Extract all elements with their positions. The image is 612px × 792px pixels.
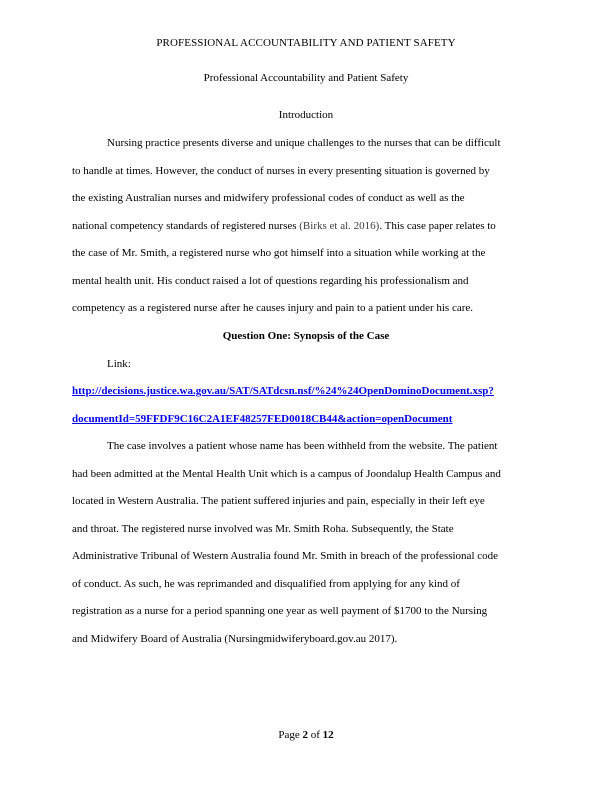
paragraph-line: the case of Mr. Smith, a registered nurse who got himself into a situation while working at the xyxy=(72,247,486,259)
introduction-paragraph xyxy=(72,130,542,323)
paragraph-line: Nursing practice presents diverse and unique challenges to the nurses that can be difficult xyxy=(107,137,501,149)
paragraph-text: national competency standards of registered nurses xyxy=(72,219,300,232)
case-link-line-2[interactable]: documentId=59FFDF9C16C2A1EF48257FED0018CB44&action=openDocument xyxy=(72,413,453,425)
paragraph-line xyxy=(72,213,542,241)
paragraph-line: of conduct. As such, he was reprimanded and disqualified from applying for any kind of xyxy=(72,577,460,590)
citation: (Birks et al. 2016) xyxy=(299,219,380,232)
paragraph-line: and throat. The registered nurse involved was Mr. Smith Roha. Subsequently, the State xyxy=(72,522,454,535)
paragraph-line: mental health unit. His conduct raised a lot of questions regarding his professionalism and xyxy=(72,274,469,287)
case-link-line-1[interactable]: http://decisions.justice.wa.gov.au/SAT/SATdcsn.nsf/%24%24OpenDominoDocument.xsp? xyxy=(72,385,494,397)
of-word: of xyxy=(310,729,320,741)
paragraph-line: had been admitted at the Mental Health Unit which is a campus of Joondalup Health Campus and xyxy=(72,467,501,480)
paragraph-line: and Midwifery Board of Australia (Nursingmidwiferyboard.gov.au 2017). xyxy=(72,632,398,645)
paragraph-line: to handle at times. However, the conduct of nurses in every presenting situation is governed by xyxy=(72,164,490,177)
paragraph-line: competency as a registered nurse after he causes injury and pain to a patient under his care. xyxy=(72,302,474,314)
introduction-heading: Introduction xyxy=(278,109,334,121)
paragraph-text: . This case paper relates to xyxy=(379,219,496,232)
synopsis-paragraph xyxy=(72,433,542,653)
paragraph-line: located in Western Australia. The patient suffered injuries and pain, especially in their left eye xyxy=(72,495,485,507)
page-number xyxy=(0,729,612,741)
link-label: Link: xyxy=(107,358,131,370)
paragraph-line: registration as a nurse for a period spanning one year as well payment of $1700 to the Nursing xyxy=(72,605,488,617)
total-pages: 12 xyxy=(322,729,334,741)
document-title: Professional Accountability and Patient Safety xyxy=(203,72,409,84)
paragraph-line: Administrative Tribunal of Western Australia found Mr. Smith in breach of the professional code xyxy=(72,550,499,562)
paragraph-line: the existing Australian nurses and midwifery professional codes of conduct as well as the xyxy=(72,192,465,204)
paragraph-line: The case involves a patient whose name has been withheld from the website. The patient xyxy=(107,440,498,452)
section-heading: Question One: Synopsis of the Case xyxy=(222,330,390,342)
page-word: Page xyxy=(278,729,300,741)
running-head: PROFESSIONAL ACCOUNTABILITY AND PATIENT SAFETY xyxy=(156,37,456,49)
current-page: 2 xyxy=(302,729,308,741)
